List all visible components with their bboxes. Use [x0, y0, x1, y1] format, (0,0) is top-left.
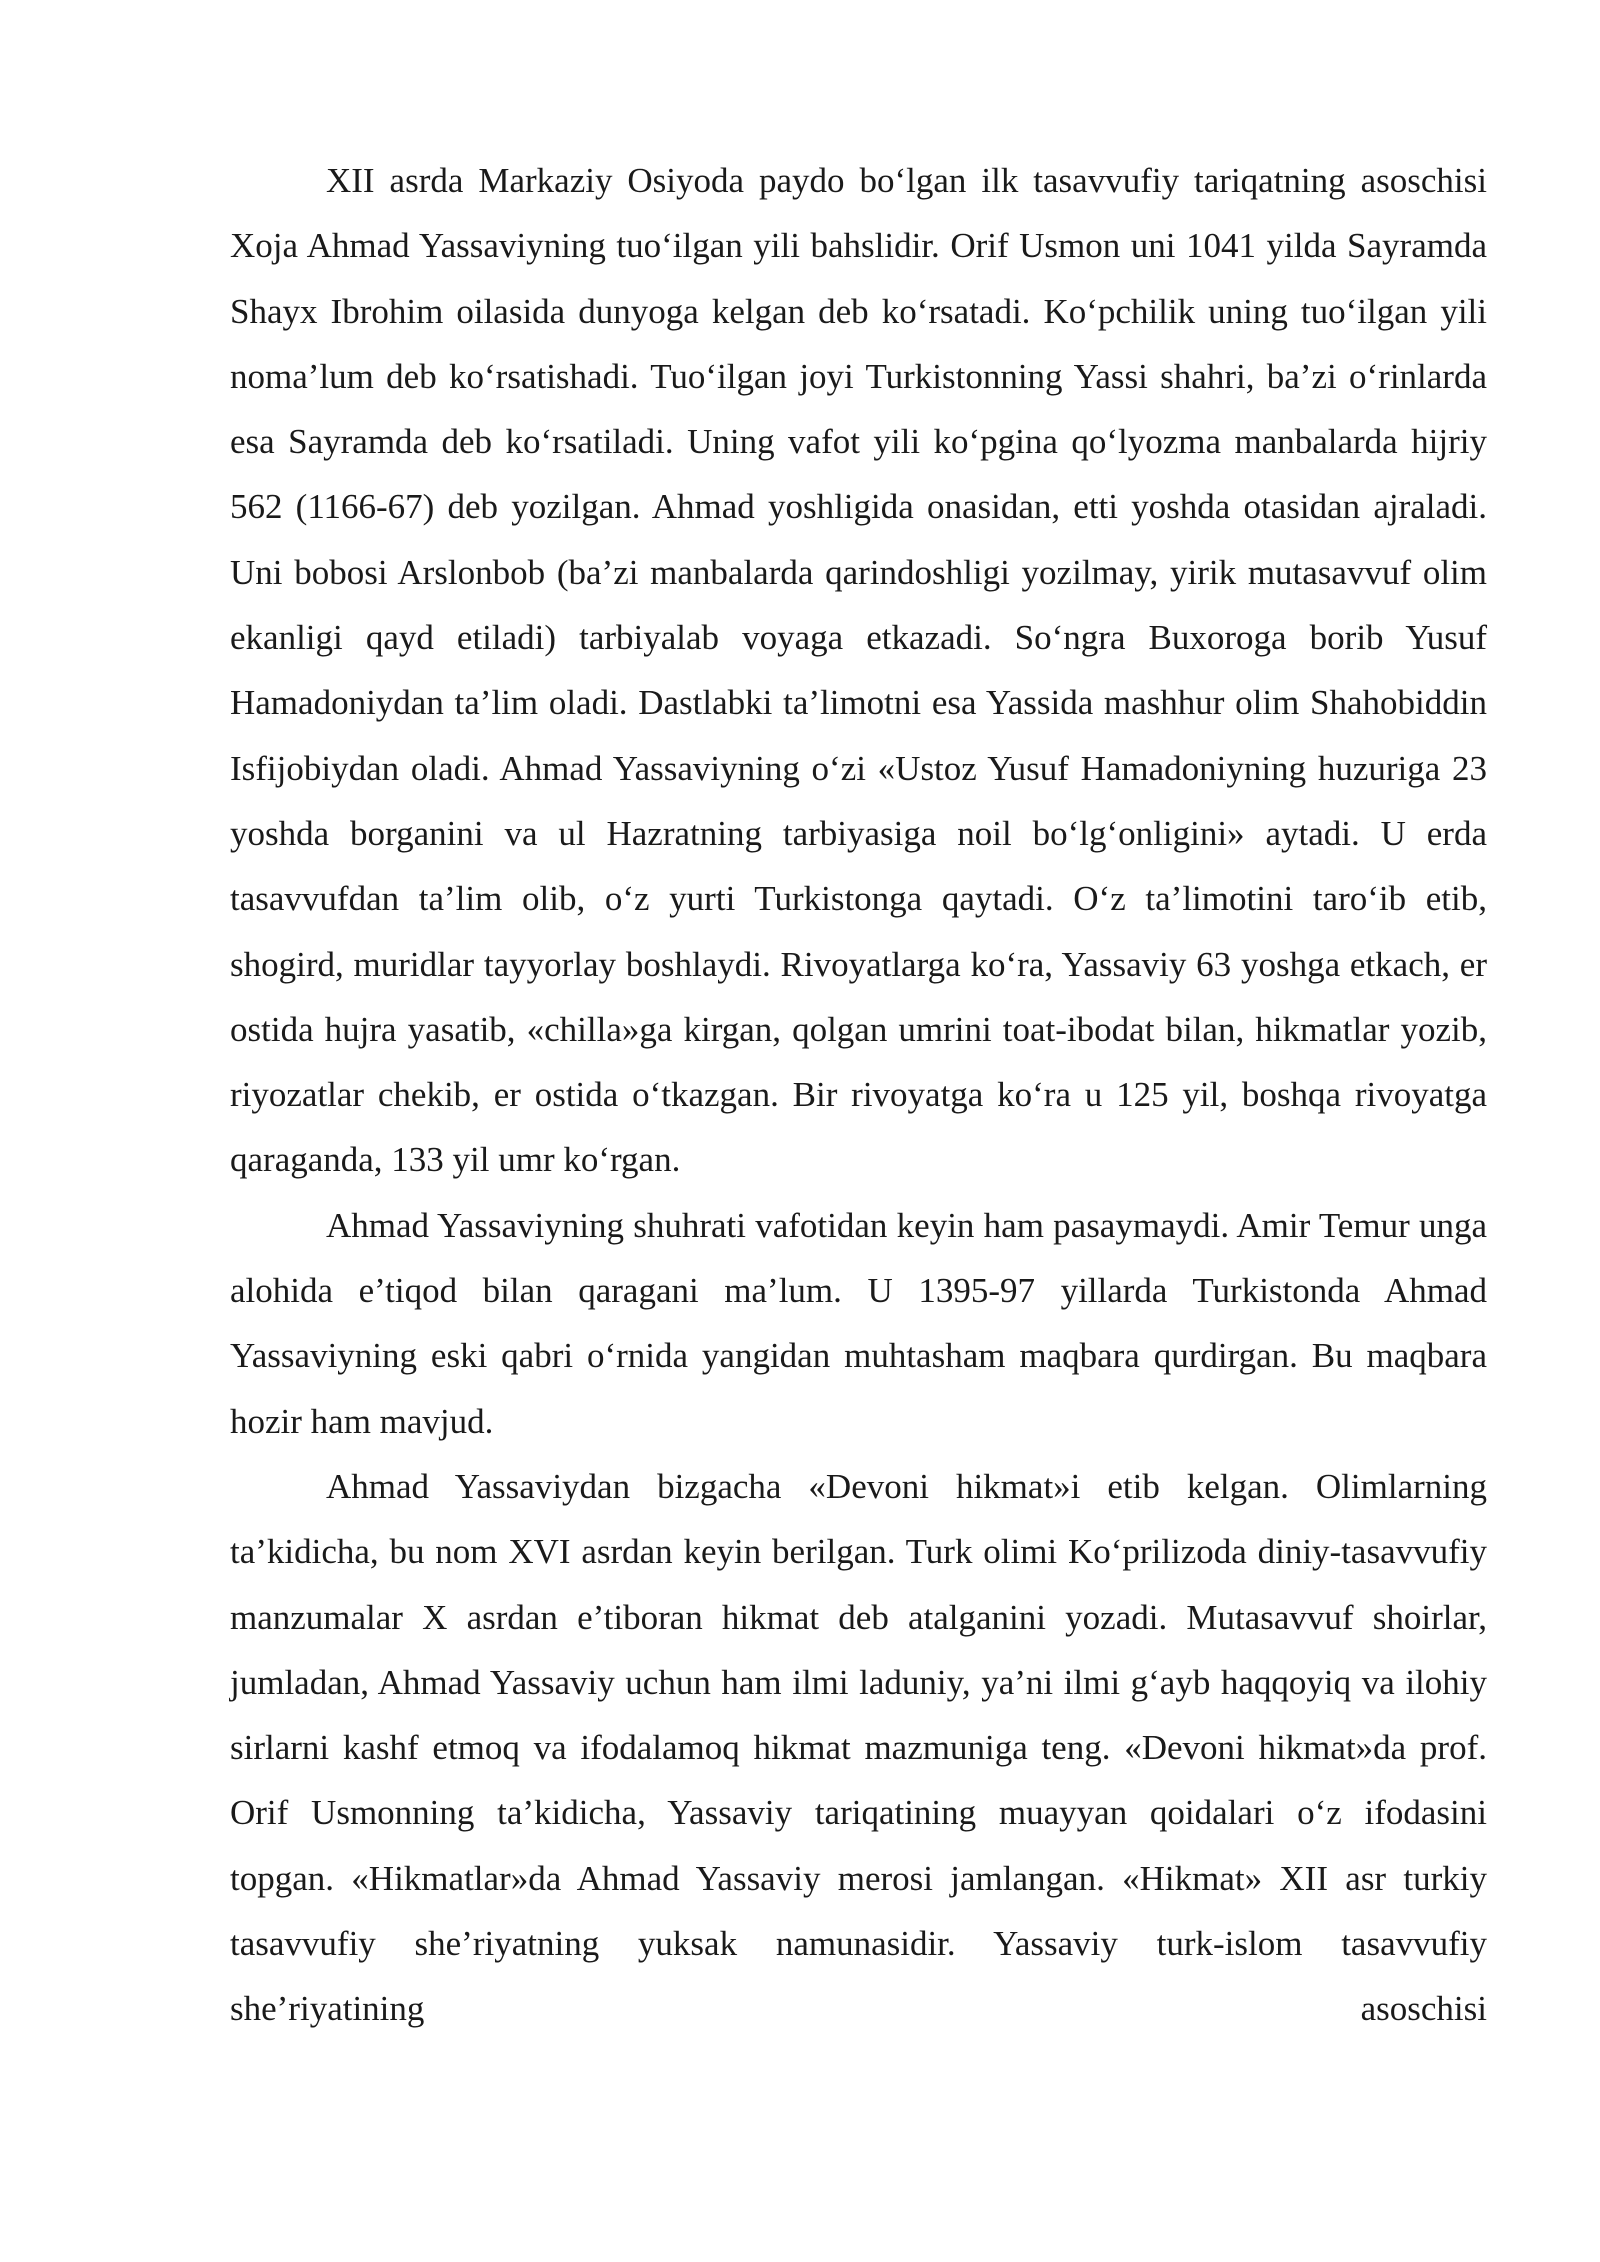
paragraph-1: XII asrda Markaziy Osiyoda paydo bo‘lgan ilk tasavvufiy tariqatning asoschisi Xoja Ahmad Yassaviyning tuo‘ilgan yili bahslidir. Orif Usmon uni 1041 yilda Sayramda Shayx Ibrohim oilasida dunyoga kelgan deb ko‘rsatadi. Ko‘pchilik uning tuo‘ilgan yili noma’lum deb ko‘rsatishadi. Tuo‘ilgan joyi Turkistonning Yassi shahri, ba’zi o‘rinlarda esa Sayramda deb ko‘rsatiladi. Uning vafot yili ko‘pgina qo‘lyozma manbalarda hijriy 562 (1166-67) deb yozilgan. Ahmad yoshligida onasidan, etti yoshda otasidan ajraladi. Uni bobosi Arslonbob (ba’zi manbalarda qarindoshligi yozilmay, yirik mutasavvuf olim ekanligi qayd etiladi) tarbiyalab voyaga etkazadi. So‘ngra Buxoroga borib Yusuf Hamadoniydan ta’lim oladi. Dastlabki ta’limotni esa Yassida mashhur olim Shahobiddin Isfijobiydan oladi. Ahmad Yassaviyning o‘zi «Ustoz Yusuf Hamadoniyning huzuriga 23 yoshda borganini va ul Hazratning tarbiyasiga noil bo‘lg‘onligini» aytadi. U erda tasavvufdan ta’lim olib, o‘z yurti Turkistonga qaytadi. O‘z ta’limotini taro‘ib etib, shogird, muridlar tayyorlay boshlaydi. Rivoyatlarga ko‘ra, Yassaviy 63 yoshga etkach, er ostida hujra yasatib, «chilla»ga kirgan, qolgan umrini toat-ibodat bilan, hikmatlar yozib, riyozatlar chekib, er ostida o‘tkazgan. Bir rivoyatga ko‘ra u 125 yil, boshqa rivoyatga qaraganda, 133 yil umr ko‘rgan.	[230, 161, 1487, 1180]
document-body	[230, 148, 1487, 2042]
paragraph-2: Ahmad Yassaviyning shuhrati vafotidan keyin ham pasaymaydi. Amir Temur unga alohida e’tiqod bilan qaragani ma’lum. U 1395-97 yillarda Turkistonda Ahmad Yassaviyning eski qabri o‘rnida yangidan muhtasham maqbara qurdirgan. Bu maqbara hozir ham mavjud.	[230, 1205, 1487, 1441]
paragraph-3: Ahmad Yassaviydan bizgacha «Devoni hikmat»i etib kelgan. Olimlarning ta’kidicha, bu nom XVI asrdan keyin berilgan. Turk olimi Ko‘prilizoda diniy-tasavvufiy manzumalar X asrdan e’tiboran hikmat deb atalganini yozadi. Mutasavvuf shoirlar, jumladan, Ahmad Yassaviy uchun ham ilmi laduniy, ya’ni ilmi g‘ayb haqqoyiq va ilohiy sirlarni kashf etmoq va ifodalamoq hikmat mazmuniga teng. «Devoni hikmat»da prof. Orif Usmonning ta’kidicha, Yassaviy tariqatining muayyan qoidalari o‘z ifodasini topgan. «Hikmatlar»da Ahmad Yassaviy merosi jamlangan. «Hikmat» XII asr turkiy tasavvufiy she’riyatning yuksak namunasidir. Yassaviy turk-islom tasavvufiy she’riyatining asoschisi	[230, 1466, 1487, 2029]
